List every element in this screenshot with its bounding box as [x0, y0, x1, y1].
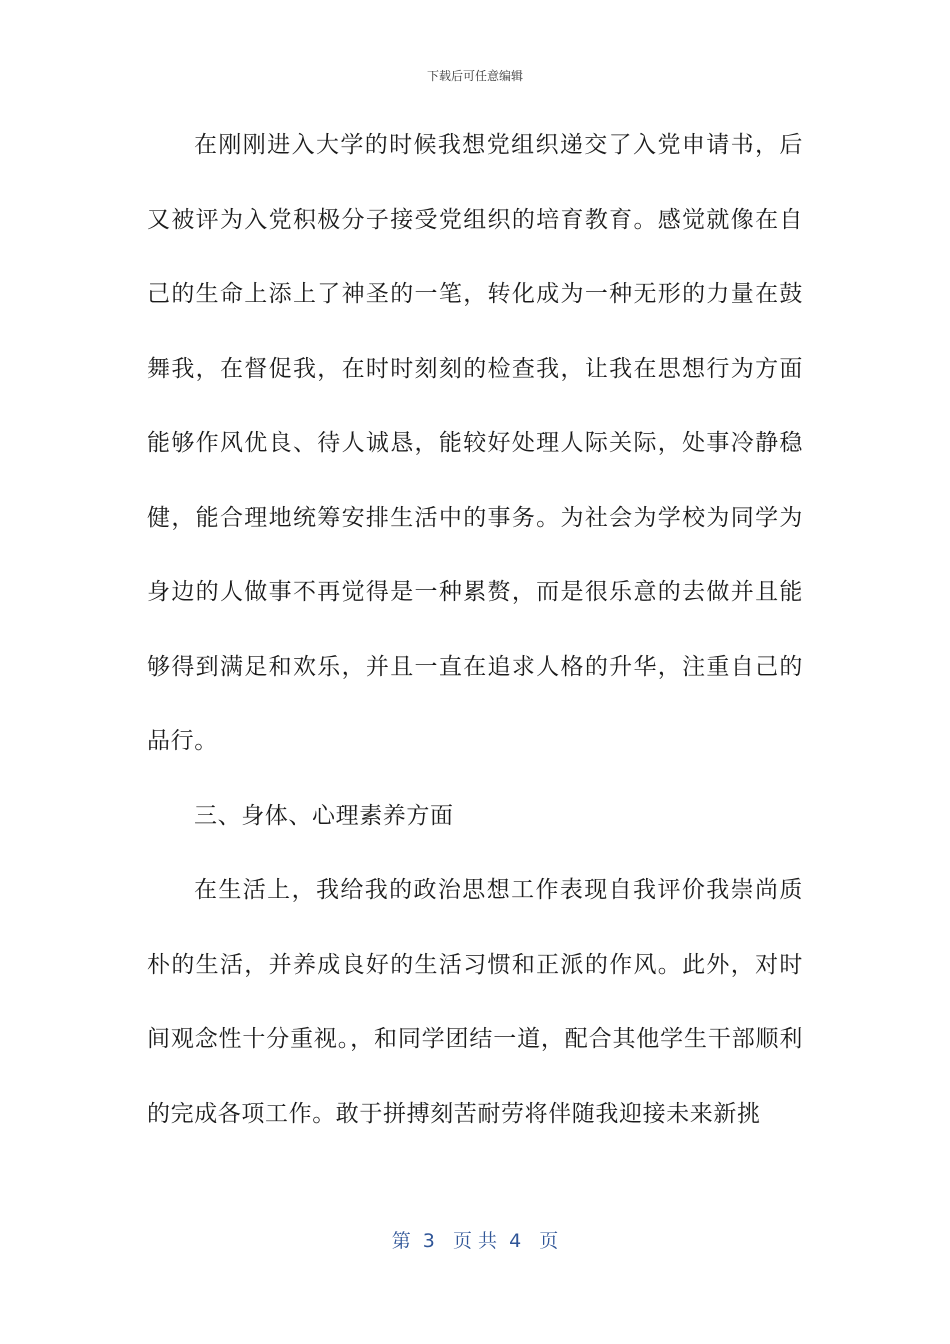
paragraph-life-habits: 在生活上，我给我的政治思想工作表现自我评价我崇尚质朴的生活，并养成良好的生活习惯和正派的作风。此外，对时间观念性十分重视。，和同学团结一道，配合其他学生干部顺利的完成各项工作。敢于拼搏刻苦耐劳将伴随我迎接未来新挑 [147, 877, 803, 1127]
section-heading-physical-mental: 三、身体、心理素养方面 [194, 802, 454, 829]
page-number-footer: 第 3 页 共 4 页 [391, 1230, 559, 1252]
document-body [147, 108, 803, 1151]
paragraph-party-application: 在刚刚进入大学的时候我想党组织递交了入党申请书，后又被评为入党积极分子接受党组织的培育教育。感觉就像在自己的生命上添上了神圣的一笔，转化成为一种无形的力量在鼓舞我，在督促我，在时时刻刻的检查我，让我在思想行为方面能够作风优良、待人诚恳，能较好处理人际关际，处事冷静稳健，能合理地统筹安排生活中的事务。为社会为学校为同学为身边的人做事不再觉得是一种累赘，而是很乐意的去做并且能够得到满足和欢乐，并且一直在追求人格的升华，注重自己的品行。 [147, 132, 803, 754]
download-note: 下载后可任意编辑 [426, 69, 523, 83]
